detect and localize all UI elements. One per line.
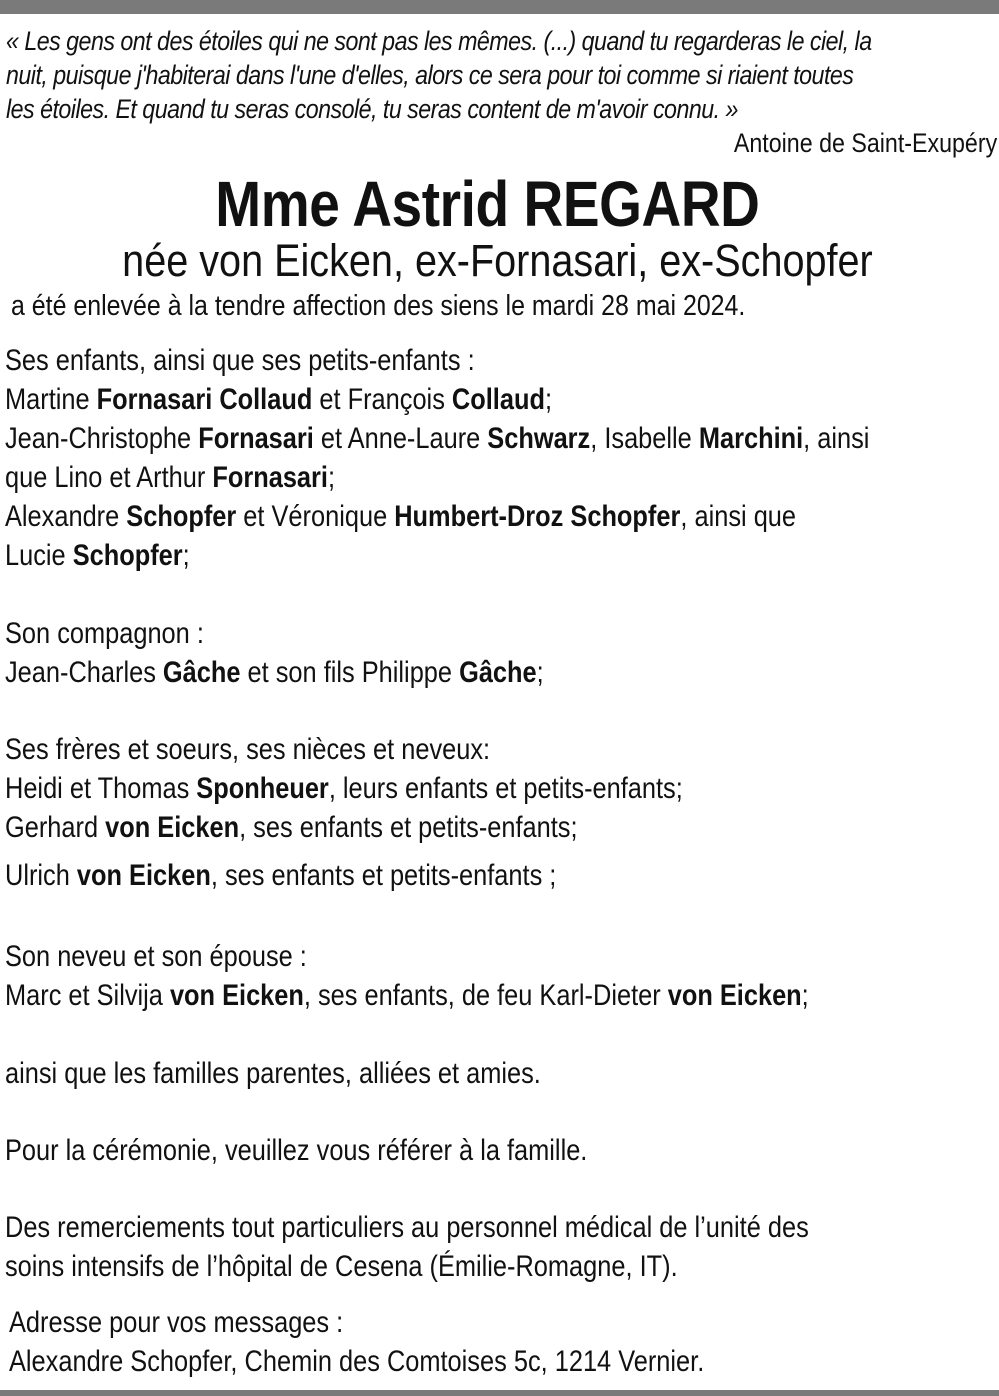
thanks-line: Des remerciements tout particuliers au personnel médical de l’unité des — [5, 1211, 809, 1244]
deceased-name: Mme Astrid REGARD — [215, 168, 760, 240]
thanks-line: soins intensifs de l’hôpital de Cesena (Émilie-Romagne, IT). — [5, 1250, 678, 1283]
nephew-section — [5, 937, 994, 1015]
address-line: Alexandre Schopfer, Chemin des Comtoises 5c, 1214 Vernier. — [9, 1345, 705, 1378]
deceased-maiden-names: née von Eicken, ex-Fornasari, ex-Schopfer — [121, 235, 873, 286]
ceremony-line: Pour la cérémonie, veuillez vous référer à la famille. — [5, 1134, 588, 1167]
family-line: Heidi et Thomas Sponheuer, leurs enfants et petits-enfants; — [5, 772, 683, 805]
family-line: Alexandre Schopfer et Véronique Humbert-Droz Schopfer, ainsi que — [5, 500, 797, 533]
family-line: Jean-Charles Gâche et son fils Philippe Gâche; — [5, 656, 544, 689]
family-line: Martine Fornasari Collaud et François Collaud; — [5, 383, 553, 416]
family-line: que Lino et Arthur Fornasari; — [5, 461, 336, 494]
family-line: Jean-Christophe Fornasari et Anne-Laure Schwarz, Isabelle Marchini, ainsi — [5, 422, 870, 455]
quote-line: nuit, puisque j'habiterai dans l'une d'elles, alors ce sera pour toi comme si riaient toutes — [6, 60, 854, 90]
section-heading: Ses frères et soeurs, ses nièces et neveux: — [5, 733, 491, 766]
children-section — [5, 341, 994, 575]
family-line: Gerhard von Eicken, ses enfants et petits-enfants; — [5, 811, 578, 844]
address-section — [9, 1303, 998, 1381]
bottom-border — [0, 1390, 999, 1396]
section-heading: Son neveu et son épouse : — [5, 940, 307, 973]
quote-line: « Les gens ont des étoiles qui ne sont pas les mêmes. (...) quand tu regarderas le ciel, la — [6, 26, 872, 56]
top-border — [0, 0, 999, 14]
quote-line: les étoiles. Et quand tu seras consolé, tu seras content de m'avoir connu. » — [6, 94, 738, 124]
section-heading: Ses enfants, ainsi que ses petits-enfants : — [5, 344, 475, 377]
companion-section — [5, 614, 994, 692]
family-line: Ulrich von Eicken, ses enfants et petits-enfants ; — [5, 859, 557, 892]
death-announcement: a été enlevée à la tendre affection des siens le mardi 28 mai 2024. — [11, 290, 746, 322]
siblings-section — [5, 730, 994, 847]
family-line: Marc et Silvija von Eicken, ses enfants, de feu Karl-Dieter von Eicken; — [5, 979, 809, 1012]
quote-author: Antoine de Saint-Exupéry — [733, 128, 997, 158]
address-heading: Adresse pour vos messages : — [9, 1306, 344, 1339]
epigraph-quote — [6, 24, 993, 126]
thanks-section — [5, 1208, 994, 1286]
section-heading: Son compagnon : — [5, 617, 204, 650]
families-line: ainsi que les familles parentes, alliées et amies. — [5, 1057, 541, 1090]
siblings-section-cont — [5, 856, 994, 895]
family-line: Lucie Schopfer; — [5, 539, 190, 572]
